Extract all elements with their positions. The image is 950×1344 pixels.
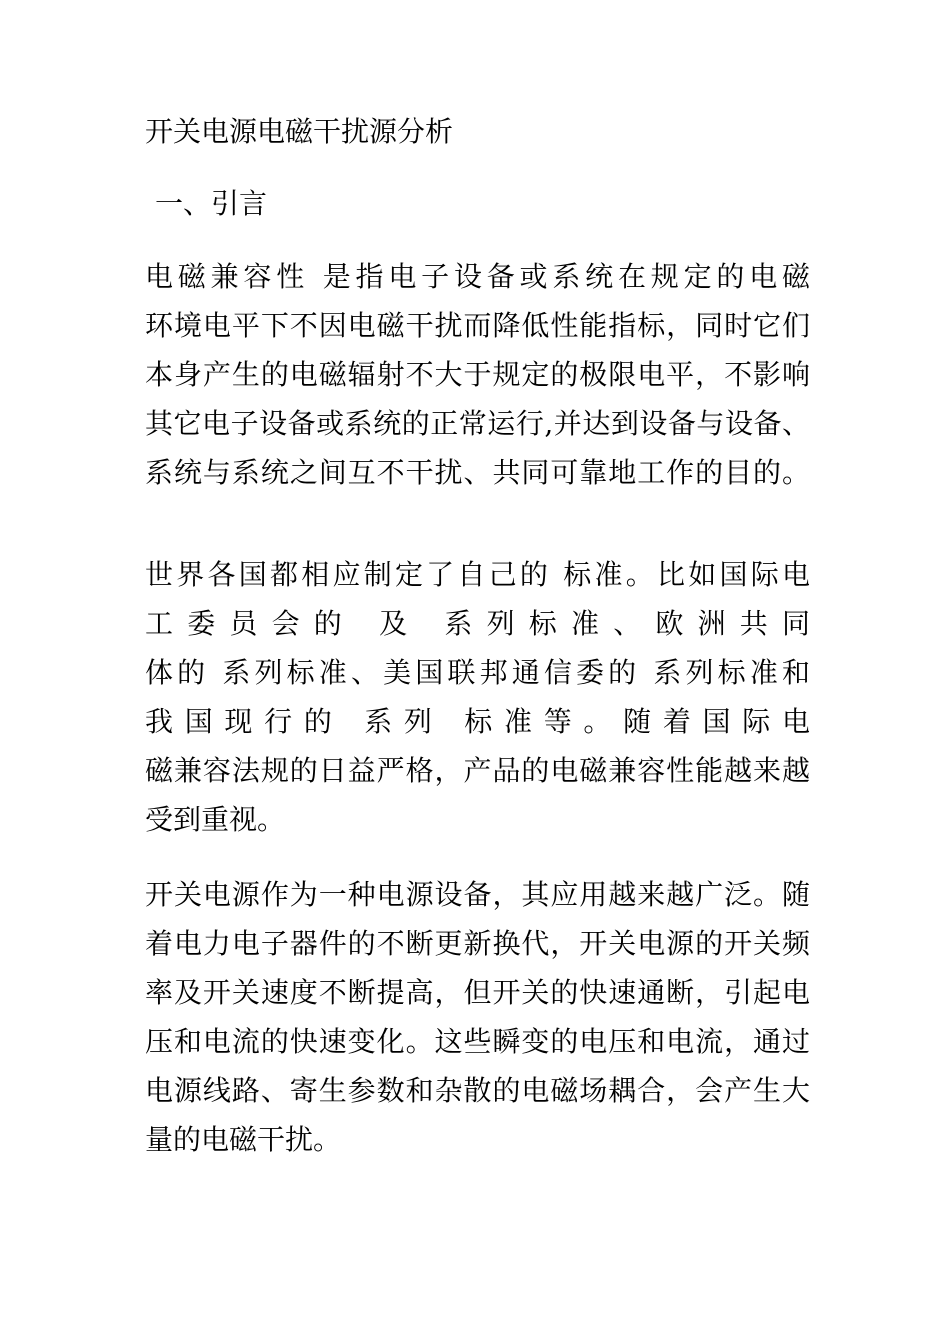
paragraph-emc-standards — [145, 550, 810, 844]
paragraph-line: 世界各国都相应制定了自己的 标准。比如国际电 — [145, 558, 810, 591]
paragraph-switching-supply — [145, 870, 810, 1164]
paragraph-line: 系统与系统之间互不干扰、共同可靠地工作的目的。 — [145, 456, 810, 489]
paragraph-line: 体的 系列标准、美国联邦通信委的 系列标准和 — [145, 656, 810, 689]
document-title: 开关电源电磁干扰源分析 — [145, 115, 454, 148]
paragraph-line: 着电力电子器件的不断更新换代，开关电源的开关频 — [145, 927, 810, 960]
paragraph-line: 工委员会的 及 系列标准、欧洲共同 — [145, 607, 810, 640]
section-heading: 一、引言 — [155, 187, 268, 220]
paragraph-line: 压和电流的快速变化。这些瞬变的电压和电流，通过 — [145, 1025, 810, 1058]
paragraph-line: 受到重视。 — [145, 803, 286, 836]
paragraph-line: 我国现行的 系列 标准等。随着国际电 — [145, 705, 810, 738]
paragraph-emc-definition — [145, 252, 810, 497]
paragraph-line: 环境电平下不因电磁干扰而降低性能指标，同时它们 — [145, 309, 810, 342]
paragraph-line: 量的电磁干扰。 — [145, 1123, 342, 1156]
paragraph-line: 其它电子设备或系统的正常运行,并达到设备与设备、 — [145, 407, 810, 440]
paragraph-line: 电源线路、寄生参数和杂散的电磁场耦合，会产生大 — [145, 1074, 810, 1107]
paragraph-line: 本身产生的电磁辐射不大于规定的极限电平，不影响 — [145, 358, 810, 391]
paragraph-line: 电磁兼容性 是指电子设备或系统在规定的电磁 — [145, 260, 810, 293]
paragraph-line: 磁兼容法规的日益严格，产品的电磁兼容性能越来越 — [145, 754, 810, 787]
paragraph-line: 率及开关速度不断提高，但开关的快速通断，引起电 — [145, 976, 810, 1009]
paragraph-line: 开关电源作为一种电源设备，其应用越来越广泛。随 — [145, 878, 810, 911]
